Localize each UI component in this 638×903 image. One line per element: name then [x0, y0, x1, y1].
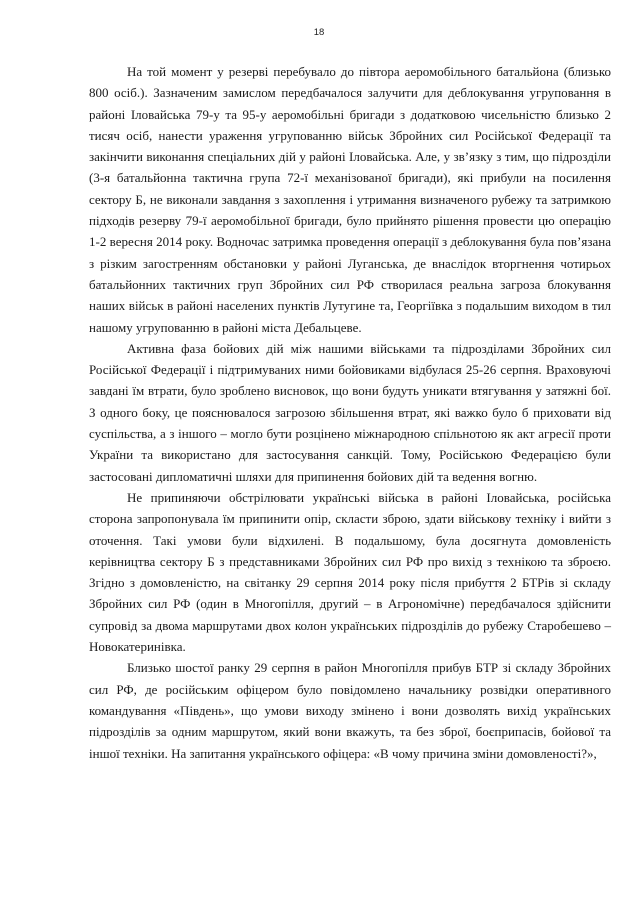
page-number: 18: [313, 27, 325, 38]
paragraph-mnohopillia: Близько шостої ранку 29 серпня в район Многопілля прибув БТР зі складу Збройних сил РФ, де російським офіцером було повідомлено начальнику розвідки оперативного командування «Південь», що умови виходу змінено і вони дозволять вихід українських підрозділів за одним маршрутом, який вони вкажуть, та без зброї, боєприпасів, бойової та іншої техніки. На запитання українського офіцера: «В чому причина зміни домовленості?»,: [89, 660, 611, 761]
paragraph-active-phase: Активна фаза бойових дій між нашими військами та підрозділами Збройних сил Російської Федерації і підтримуваних ними бойовиками відбулася 25-26 серпня. Враховуючі завдані їм втрати, було зроблено висновок, що вони будуть уникати втягування у затяжні бої. З одного боку, це пояснювалося загрозою збільшення втрат, які важко було б приховати від суспільства, а з іншого – могло бути розцінено міжнародною спільнотою як акт агресії проти України та використано для застосування санкцій. Тому, Російською Федерацією були застосовані дипломатичні шляхи для припинення бойових дій та ведення вогню.: [89, 340, 611, 484]
paragraph-ceasefire-offer: Не припиняючи обстрілювати українські війська в районі Іловайська, російська сторона запропонувала їм припинити опір, скласти зброю, здати військову техніку і вийти з оточення. Такі умови були відхилені. В подальшому, була досягнута домовленість керівництва сектору Б з представниками Збройних сил РФ про вихід з технікою та зброєю. Згідно з домовленістю, на світанку 29 серпня 2014 року після прибуття 2 БТРів зі складу Збройних сил РФ (один в Многопілля, другий – в Агрономічне) передбачалося здійснити супровід за двома маршрутами двох колон українських підрозділів до рубежу Старобешево – Новокатеринівка.: [89, 489, 611, 655]
paragraph-reserve: На той момент у резерві перебувало до півтора аеромобільного батальйона (близько 800 осіб.). Зазначеним замислом передбачалося залучити для деблокування угруповання в районі Іловайська 79-у та 95-у аеромобільні бригади з додатковою чисельністю близько 2 тисяч осіб, нанести ураження угрупованню військ Збройних сил Російської Федерації та закінчити виконання спеціальних дій у районі Іловайська. Але, у зв’язку з тим, що підрозділи (3-я батальйонна тактична група 72-ї механізованої бригади), які прибули на посилення сектору Б, не виконали завдання з захоплення і утримання визначеного рубежу та затримкою підходів резерву 79-ї аеромобільної бригади, було прийнято рішення провести цю операцію 1-2 вересня 2014 року. Водночас затримка проведення операції з деблокування була пов’язана з різким загостренням обстановки у районі Луганська, де внаслідок вторгнення чотирьох батальйонних тактичних груп Збройних сил РФ створилася реальна загроза блокування наших військ в районі населених пунктів Лутугине та, Георгіївка з подальшим виходом в тил нашому угрупованню в районі міста Дебальцеве.: [89, 64, 611, 335]
body-text: [89, 61, 611, 764]
